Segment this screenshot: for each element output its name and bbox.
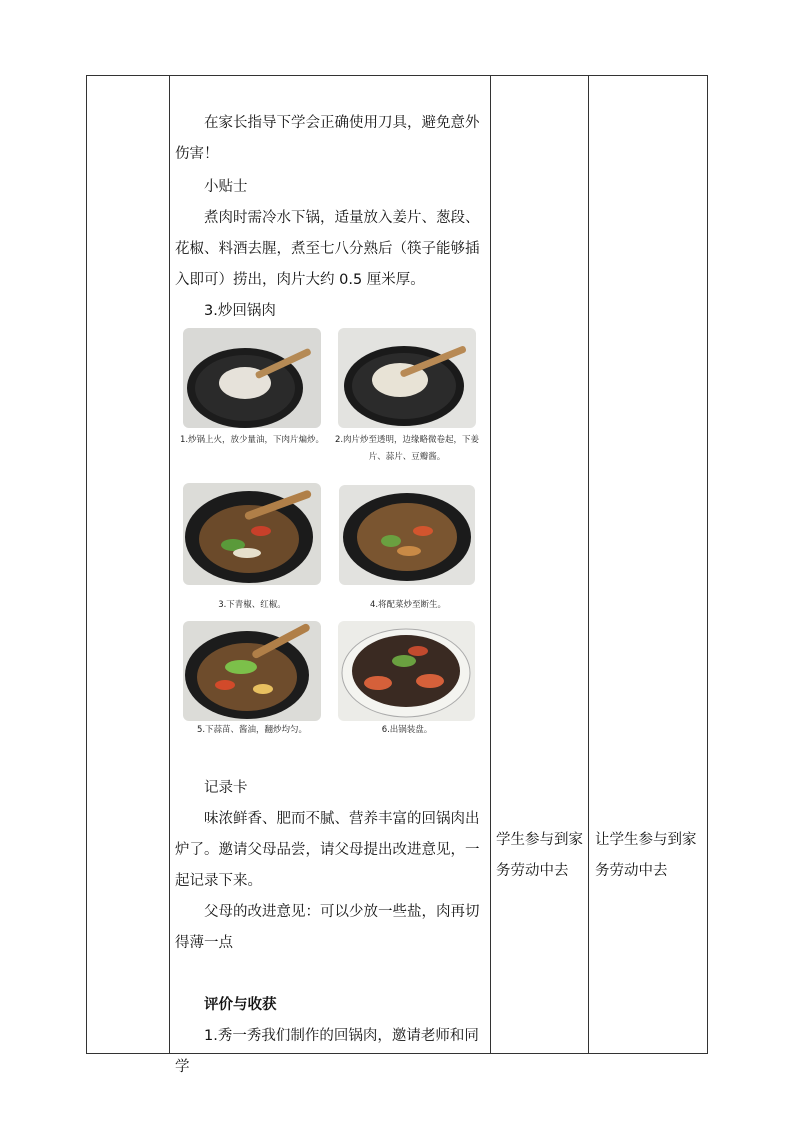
photo-caption-4: 4.将配菜炒至断生。 [369,600,447,610]
cooking-photo-1 [183,328,321,428]
cooking-photo-2 [338,328,476,428]
photo-caption-5: 5.下蒜苗、酱油，翻炒均匀。 [196,725,308,735]
photo-caption-1: 1.炒锅上火，放少量油，下肉片煸炒。 [179,435,325,445]
cooking-photo-4 [339,485,475,585]
parents-feedback: 父母的改进意见：可以少放一些盐，肉再切得薄一点 [175,904,480,951]
cooking-photo-5 [183,621,321,721]
photo-caption-6: 6.出锅装盘。 [381,725,433,735]
column-divider [490,76,491,1053]
tips-title: 小贴士 [204,179,248,195]
photo-caption-2: 2.肉片炒至透明，边缘略微卷起，下姜片、蒜片、豆瓣酱。 [334,435,480,462]
record-text: 味浓鲜香、肥而不腻、营养丰富的回锅肉出炉了。邀请父母品尝，请父母提出改进意见，一起记录下来。 [175,811,480,889]
column-divider [169,76,170,1053]
column-4-text: 让学生参与到家务劳动中去 [595,832,697,879]
photo-caption-3: 3.下青椒、红椒。 [218,600,286,610]
step-title: 3.炒回锅肉 [204,303,276,319]
cooking-photo-3 [183,483,321,585]
evaluation-item-1: 1.秀一秀我们制作的回锅肉，邀请老师和同学 [175,1028,479,1075]
cooking-photo-6 [338,621,475,721]
record-title: 记录卡 [204,780,248,796]
safety-note: 在家长指导下学会正确使用刀具，避免意外伤害！ [175,115,480,162]
column-3-text: 学生参与到家务劳动中去 [496,832,583,879]
evaluation-title: 评价与收获 [204,997,277,1013]
column-divider [588,76,589,1053]
tips-text: 煮肉时需冷水下锅，适量放入姜片、葱段、花椒、料酒去腥，煮至七八分熟后（筷子能够插入即可）捞出，肉片大约 0.5 厘米厚。 [175,210,480,288]
